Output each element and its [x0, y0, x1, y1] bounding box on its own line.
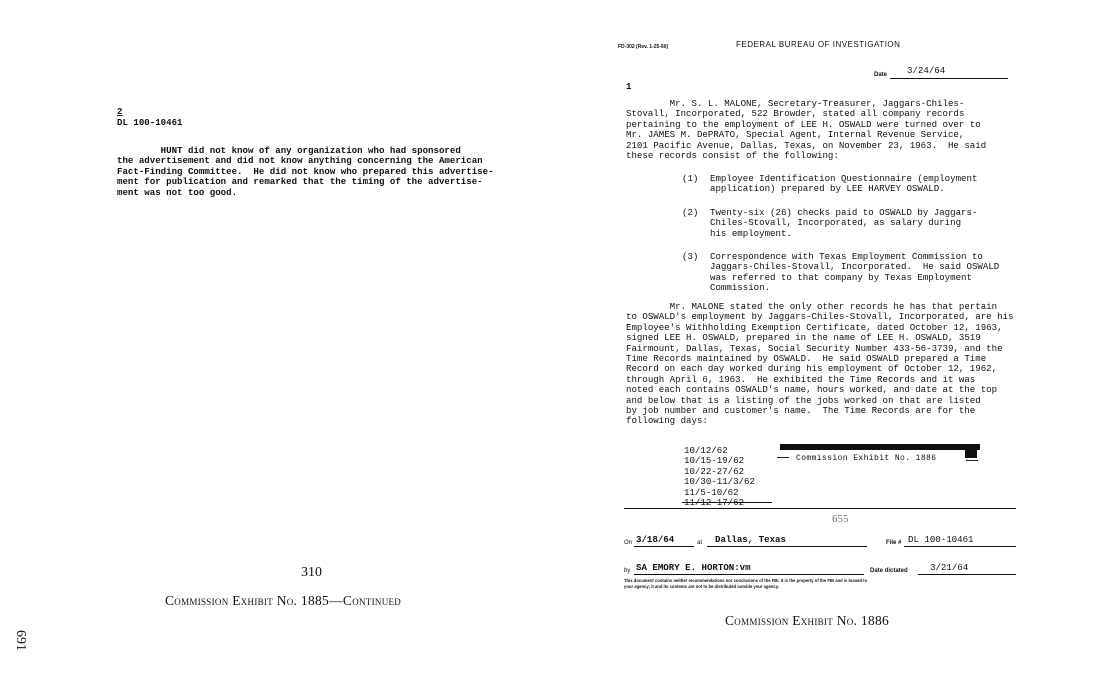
- date-underline: [890, 78, 1008, 79]
- list-item-number: (2): [682, 207, 699, 218]
- handwritten-mark: 655: [832, 513, 849, 525]
- list-item-number: (3): [682, 251, 699, 262]
- footer-at-line: [707, 546, 867, 547]
- paragraph-line: through April 6, 1963. He exhibited the Time Records and it was: [626, 373, 976, 385]
- date-entry: 10/15-19/62: [684, 455, 745, 467]
- date-entry: 11/5-10/62: [684, 486, 739, 498]
- paragraph-line: ment for publication and remarked that the timing of the advertise-: [117, 176, 483, 188]
- paragraph-line: Time Records maintained by OSWALD. He said OSWALD prepared a Time: [626, 353, 987, 365]
- date-entry: 10/12/62: [684, 445, 728, 456]
- footer-file-label: File #: [886, 540, 902, 546]
- paragraph-line: Employee's Withholding Exemption Certificate, dated October 12, 1963,: [626, 321, 1003, 333]
- footer-dictated-line: [918, 574, 1016, 575]
- list-item-line: his employment.: [710, 227, 792, 239]
- paragraph-line: Mr. JAMES M. DePRATO, Special Agent, Internal Revenue Service,: [626, 129, 965, 141]
- list-item-line: Twenty-six (26) checks paid to OSWALD by Jaggars-: [710, 207, 978, 218]
- stamp-bar: [780, 444, 980, 450]
- right-page-marker: 1: [626, 81, 632, 92]
- footer-at-value: Dallas, Texas: [715, 534, 786, 545]
- date-entry: 10/22-27/62: [684, 465, 745, 477]
- side-page-number: 691: [13, 630, 28, 651]
- footer-file-line: [904, 546, 1016, 547]
- footer-top-rule: [624, 508, 1016, 509]
- date-entry: 10/30-11/3/62: [684, 476, 755, 488]
- paragraph-line: to OSWALD's employment by Jaggars-Chiles-Stovall, Incorporated, are his: [626, 311, 1014, 323]
- paragraph-line: Record on each day worked during his employment of October 12, 1962,: [626, 363, 998, 375]
- left-paragraph: [117, 146, 494, 198]
- footer-file-value: DL 100-10461: [908, 534, 974, 545]
- paragraph-line: these records consist of the following:: [626, 150, 839, 162]
- intro-paragraph: [626, 99, 986, 161]
- list-item-number: (1): [682, 173, 699, 184]
- footer-on-value: 3/18/64: [636, 534, 675, 545]
- footer-dictated-value: 3/21/64: [930, 562, 969, 573]
- disclaimer-line-1: This document contains neither recommendations nor conclusions of the FBI. It is the property of the FBI and is loaned to: [624, 578, 868, 583]
- list-item-line: Employee Identification Questionnaire (employment: [710, 173, 978, 184]
- body-paragraph: [626, 302, 1013, 427]
- paragraph-line: pertaining to the employment of LEE H. OSWALD were turned over to: [626, 118, 981, 130]
- stamp-dash-right: [966, 460, 978, 461]
- list-item-line: application) prepared by LEE HARVEY OSWALD.: [710, 183, 945, 195]
- form-code: FD-302 (Rev. 1-25-60): [618, 44, 669, 50]
- list-item-line: Jaggars-Chiles-Stovall, Incorporated. He said OSWALD: [710, 261, 1000, 273]
- date-label: Date: [874, 72, 888, 78]
- paragraph-line: Mr. S. L. MALONE, Secretary-Treasurer, Jaggars-Chiles-: [626, 98, 965, 109]
- list-item-line: Commission.: [710, 282, 771, 294]
- stamp-text: Commission Exhibit No. 1886: [796, 454, 937, 463]
- footer-by-label: by: [624, 568, 631, 574]
- footer-dictated-label: Date dictated: [870, 568, 908, 574]
- footer-on-line: [634, 546, 694, 547]
- stamp-dash-left: [777, 457, 789, 458]
- paragraph-line: Mr. MALONE stated the only other records he has that pertain: [626, 301, 998, 312]
- list-item-line: Chiles-Stovall, Incorporated, as salary during: [710, 217, 962, 229]
- agency-header: FEDERAL BUREAU OF INVESTIGATION: [736, 40, 901, 49]
- date-entry: 11/12-17/62: [684, 497, 745, 509]
- list-item-text: [710, 174, 977, 195]
- paragraph-line: signed LEE H. OSWALD, prepared in the name of LEE H. OSWALD, 3519: [626, 332, 981, 344]
- left-page-marker: 2: [117, 106, 123, 117]
- list-item-line: was referred to that company by Texas Employment: [710, 271, 972, 283]
- dates-list: [684, 446, 755, 508]
- paragraph-line: following days:: [626, 415, 708, 427]
- paragraph-line: HUNT did not know of any organization who had sponsored: [117, 145, 461, 156]
- paragraph-line: 2101 Pacific Avenue, Dallas, Texas, on November 23, 1963. He said: [626, 139, 987, 151]
- left-caption: Commission Exhibit No. 1885—Continued: [165, 593, 402, 608]
- list-item-text: [710, 252, 999, 294]
- paragraph-line: ment was not too good.: [117, 186, 238, 198]
- paragraph-line: Fairmount, Dallas, Texas, Social Security Number 433-56-3739, and the: [626, 342, 1003, 354]
- list-item-line: Correspondence with Texas Employment Commission to: [710, 251, 983, 262]
- right-caption: Commission Exhibit No. 1886: [725, 613, 890, 628]
- date-value: 3/24/64: [907, 65, 946, 76]
- paragraph-line: the advertisement and did not know anything concerning the American: [117, 155, 483, 167]
- left-page: [0, 0, 540, 691]
- paragraph-line: Stovall, Incorporated, 522 Browder, stated all company records: [626, 108, 965, 120]
- paragraph-line: by job number and customer's name. The Time Records are for the: [626, 405, 976, 417]
- paragraph-line: and below that is a listing of the jobs worked on that are listed: [626, 394, 981, 406]
- left-page-number: 310: [301, 565, 322, 580]
- footer-by-line: [634, 574, 864, 575]
- disclaimer-line-2: your agency; it and its contents are not to be distributed outside your agency.: [624, 584, 779, 589]
- list-item-text: [710, 208, 977, 239]
- dates-strikeout: [682, 502, 772, 503]
- right-page: [540, 0, 1094, 691]
- footer-at-label: at: [697, 540, 703, 546]
- paragraph-line: noted each contains OSWALD's name, hours worked, and date at the top: [626, 384, 998, 396]
- footer-on-label: On: [624, 540, 633, 546]
- footer-by-value: SA EMORY E. HORTON:vm: [636, 562, 751, 573]
- paragraph-line: Fact-Finding Committee. He did not know who prepared this advertise-: [117, 165, 494, 177]
- left-file-number: DL 100-10461: [117, 117, 183, 128]
- stamp-right-mark: [965, 444, 977, 458]
